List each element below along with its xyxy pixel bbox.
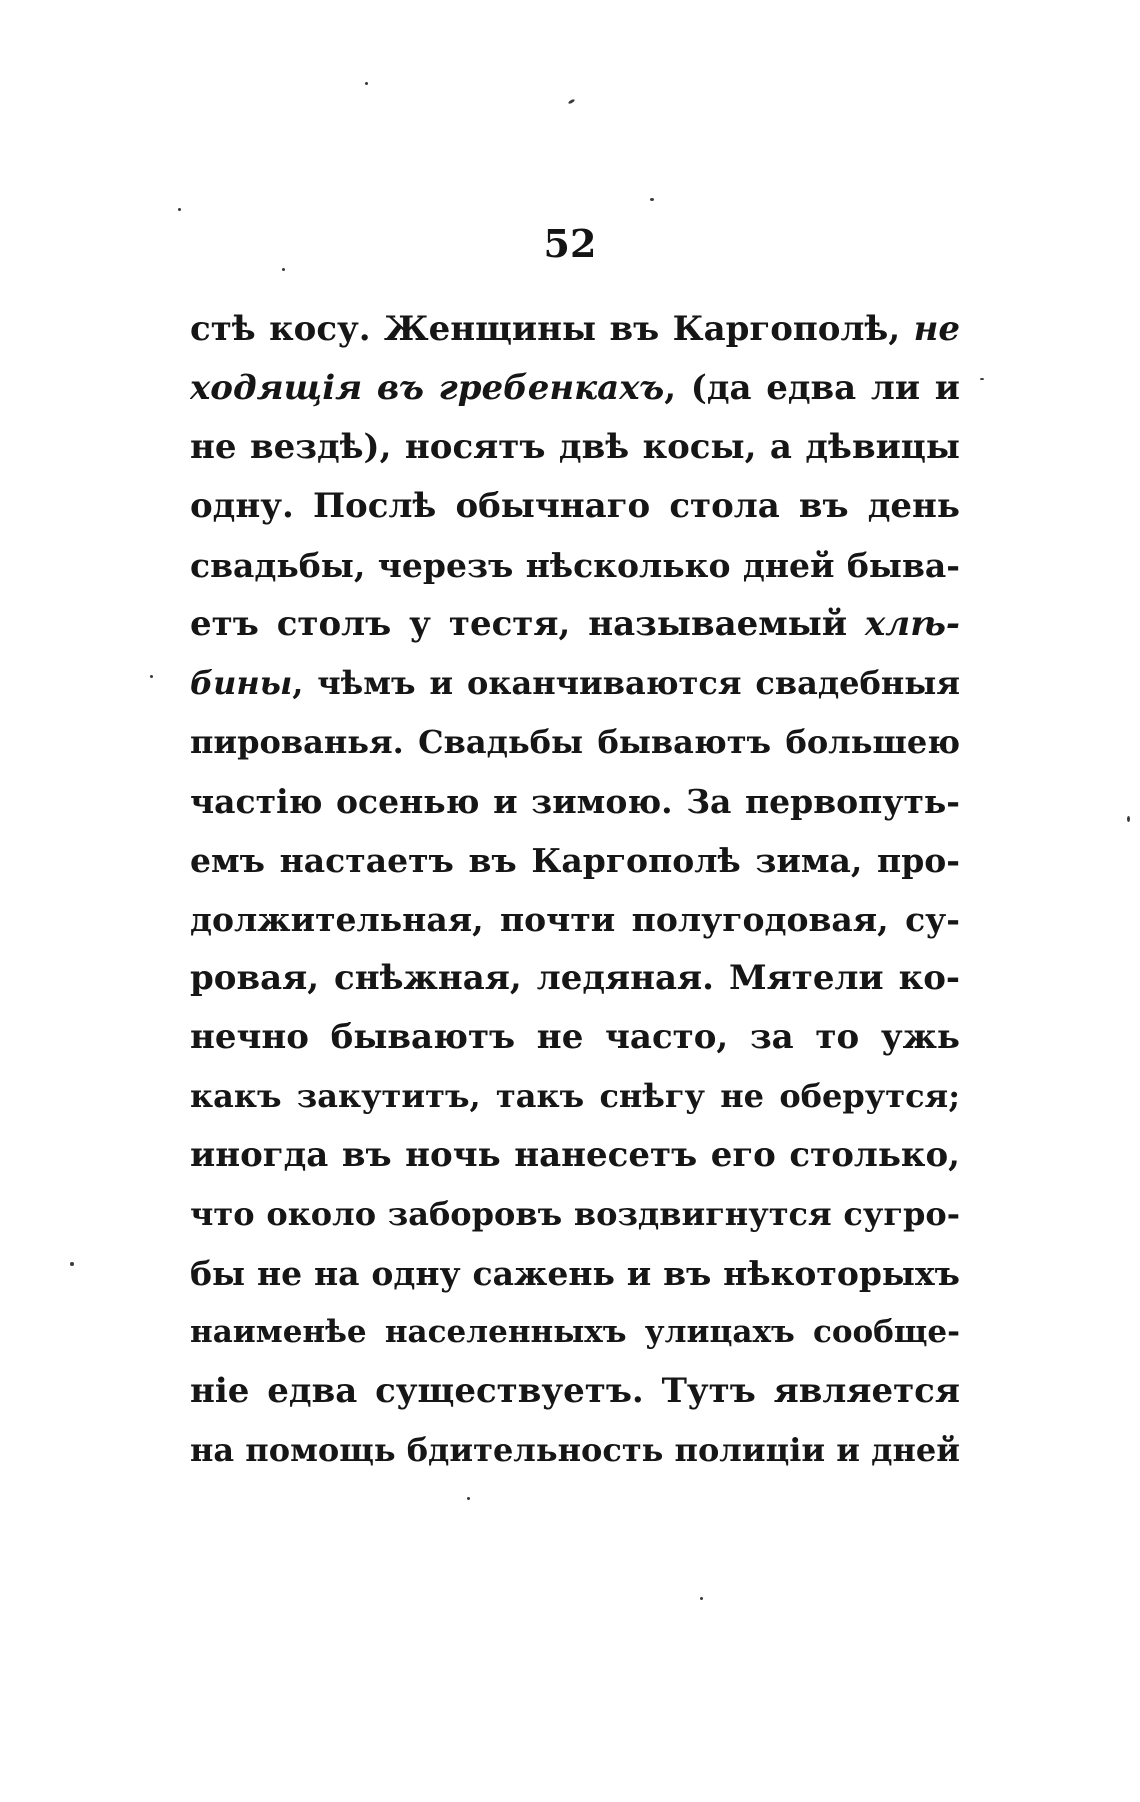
print-speck — [178, 208, 181, 211]
text-segment: должительная, почти полугодовая, су- — [190, 900, 960, 939]
text-line — [190, 1008, 960, 1067]
text-segment: ровая, снѣжная, ледяная. Мятели ко- — [190, 958, 960, 998]
text-line — [190, 1421, 960, 1480]
print-speck — [70, 1262, 74, 1266]
text-line — [190, 949, 960, 1008]
print-speck — [1127, 816, 1130, 822]
italic-text-segment: хлѣ- — [865, 604, 960, 644]
text-line — [190, 1362, 960, 1421]
text-segment: пированья. Свадьбы бываютъ большею — [190, 723, 960, 761]
body-text — [190, 300, 960, 1480]
text-line — [190, 595, 960, 654]
text-line — [190, 1067, 960, 1126]
print-speck — [365, 82, 368, 85]
text-segment: етъ столъ у тестя, называемый — [190, 604, 866, 644]
text-line — [190, 1126, 960, 1185]
text-segment: не вездѣ), носятъ двѣ косы, а дѣвицы — [190, 427, 960, 467]
text-segment: нечно бываютъ не часто, за то ужь — [190, 1017, 960, 1057]
text-segment: стѣ косу. Женщины въ Каргополѣ, — [190, 309, 914, 349]
text-line — [190, 1244, 960, 1303]
text-segment: на помощь бдительность полиціи и дней — [190, 1431, 960, 1469]
print-speck — [467, 1497, 470, 1500]
text-segment: , чѣмъ и оканчиваются свадебныя — [292, 664, 960, 702]
text-segment: иногда въ ночь нанесетъ его столько, — [190, 1135, 960, 1175]
text-segment: частію осенью и зимою. За первопуть- — [190, 782, 960, 821]
text-segment: бы не на одну сажень и въ нѣкоторыхъ — [190, 1254, 960, 1293]
text-line — [190, 477, 960, 536]
text-line — [190, 772, 960, 831]
text-line — [190, 418, 960, 477]
text-line — [190, 890, 960, 949]
italic-text-segment: ходящія въ гребенкахъ — [190, 368, 665, 408]
print-speck — [150, 675, 153, 678]
print-speck — [980, 378, 984, 380]
text-segment: что около заборовъ воздвигнутся сугро- — [190, 1195, 960, 1233]
text-segment: наименѣе населенныхъ улицахъ сообще- — [190, 1314, 960, 1350]
text-segment: одну. Послѣ обычнаго стола въ день — [190, 486, 960, 526]
text-line — [190, 654, 960, 713]
text-segment: , (да едва ли и — [664, 368, 960, 408]
text-segment: емъ настаетъ въ Каргополѣ зима, про- — [190, 841, 960, 880]
print-speck — [568, 98, 576, 104]
text-segment: какъ закутитъ, такъ снѣгу не оберутся; — [190, 1077, 960, 1115]
print-speck — [700, 1597, 703, 1600]
text-segment: свадьбы, черезъ нѣсколько дней быва- — [190, 546, 960, 585]
text-line — [190, 359, 960, 418]
text-line — [190, 536, 960, 595]
italic-text-segment: не — [913, 309, 960, 349]
page-number: 52 — [543, 221, 597, 266]
text-line — [190, 831, 960, 890]
text-line — [190, 300, 960, 359]
italic-text-segment: бины — [190, 664, 293, 702]
text-line — [190, 1303, 960, 1362]
text-line — [190, 713, 960, 772]
text-segment: ніе едва существуетъ. Тутъ является — [190, 1371, 960, 1411]
text-line — [190, 1185, 960, 1244]
print-speck — [650, 198, 654, 201]
print-speck — [282, 268, 285, 271]
